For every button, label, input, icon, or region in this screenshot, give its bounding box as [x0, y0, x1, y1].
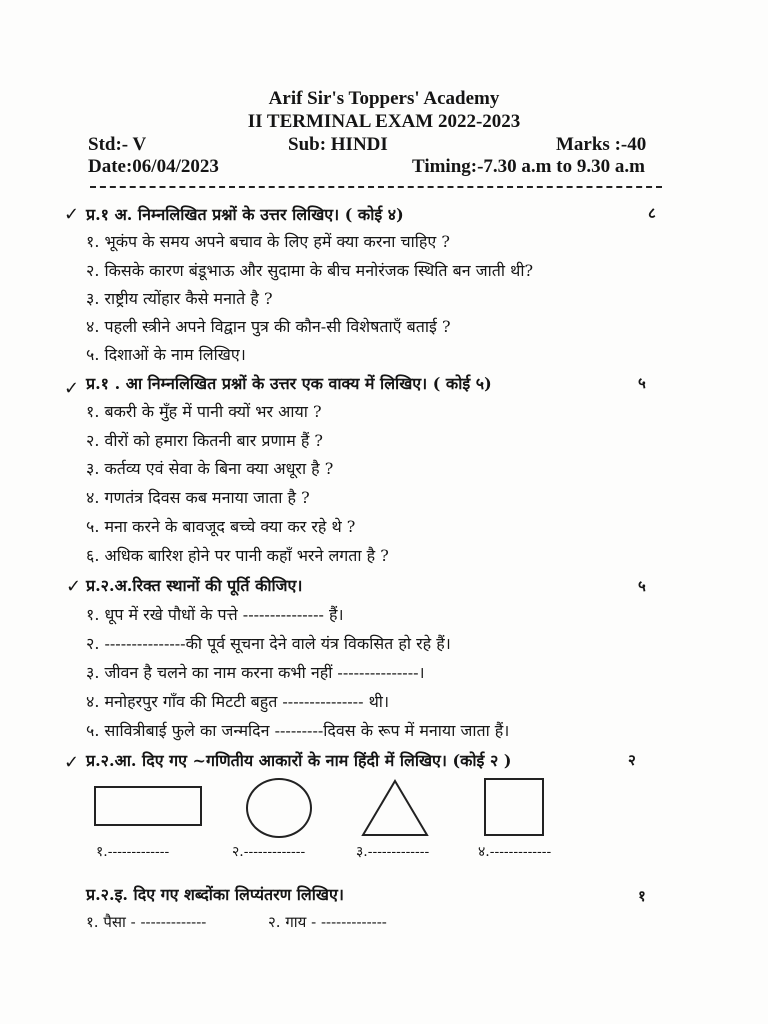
question-1a-marks: ८ — [648, 204, 656, 222]
list-item: ३. राष्ट्रीय त्योंहार कैसे मनाते है ? — [86, 289, 273, 308]
list-item: २. वीरों को हमारा कितनी बार प्रणाम हैं ? — [86, 431, 324, 450]
check-mark-icon: ✓ — [64, 204, 80, 225]
question-2c-title: प्र.२.इ. दिए गए शब्दोंका लिप्यंतरण लिखिए। — [86, 885, 344, 904]
triangle-shape — [360, 778, 430, 838]
list-item: ६. अधिक बारिश होने पर पानी कहाँ भरने लगता है ? — [86, 546, 389, 565]
check-mark-icon: ✓ — [64, 378, 80, 399]
list-item: ५. सावित्रीबाई फुले का जन्मदिन ---------दिवस के रूप में मनाया जाता हैं। — [86, 721, 510, 740]
timing-label: Timing:-7.30 a.m to 9.30 a.m — [412, 156, 645, 177]
circle-shape — [246, 778, 312, 838]
check-mark-icon: ✓ — [64, 752, 80, 773]
question-2b-title: प्र.२.आ. दिए गए ~गणितीय आकारों के नाम हिंदी में लिखिए। (कोई २ ) — [86, 751, 512, 770]
question-2c-marks: १ — [638, 887, 646, 905]
list-item: ३. कर्तव्य एवं सेवा के बिना क्या अधूरा है ? — [86, 459, 334, 478]
list-item: ३. जीवन है चलने का नाम करना कभी नहीं ---------------। — [86, 663, 425, 682]
list-item: २. किसके कारण बंडूभाऊ और सुदामा के बीच मनोरंजक स्थिति बन जाती थी? — [86, 261, 534, 280]
date-label: Date:06/04/2023 — [88, 156, 219, 177]
transliteration-item-2: २. गाय - ------------- — [268, 913, 387, 931]
list-item: १. बकरी के मुँह में पानी क्यों भर आया ? — [86, 402, 322, 421]
question-2a-marks: ५ — [638, 577, 646, 595]
header-divider — [90, 186, 662, 188]
list-item: ४. पहली स्त्रीने अपने विद्वान पुत्र की कौन-सी विशेषताएँ बताई ? — [86, 317, 451, 336]
square-shape — [484, 778, 544, 836]
question-2a-title: प्र.२.अ.रिक्त स्थानों की पूर्ति कीजिए। — [86, 576, 303, 595]
subject-label: Sub: HINDI — [288, 134, 388, 155]
shape-answer-4: ४.------------- — [478, 844, 552, 860]
shape-answer-2: २.------------- — [232, 844, 306, 860]
list-item: ४. मनोहरपुर गाँव की मिटटी बहुत --------------- थी। — [86, 692, 390, 711]
question-2b-marks: २ — [628, 751, 636, 769]
exam-title: II TERMINAL EXAM 2022-2023 — [247, 111, 521, 132]
list-item: ५. दिशाओं के नाम लिखिए। — [86, 345, 246, 364]
list-item: १. धूप में रखे पौधों के पत्ते --------------- हैं। — [86, 605, 344, 624]
check-mark-icon: ✓ — [66, 576, 82, 597]
shape-answer-3: ३.------------- — [356, 844, 430, 860]
list-item: २. ---------------की पूर्व सूचना देने वाले यंत्र विकसित हो रहे हैं। — [86, 634, 451, 653]
list-item: ४. गणतंत्र दिवस कब मनाया जाता है ? — [86, 488, 310, 507]
list-item: ५. मना करने के बावजूद बच्चे क्या कर रहे थे ? — [86, 517, 356, 536]
question-1a-title: प्र.१ अ. निम्नलिखित प्रश्नों के उत्तर लिखिए। ( कोई ४) — [86, 205, 404, 224]
std-label: Std:- V — [88, 134, 147, 155]
list-item: १. भूकंप के समय अपने बचाव के लिए हमें क्या करना चाहिए ? — [86, 232, 450, 251]
shape-answer-1: १.------------- — [96, 844, 170, 860]
rectangle-shape — [94, 786, 202, 826]
transliteration-item-1: १. पैसा - ------------- — [86, 913, 207, 931]
question-1b-title: प्र.१ . आ निम्नलिखित प्रश्नों के उत्तर एक वाक्य में लिखिए। ( कोई ५) — [86, 374, 492, 393]
school-name: Arif Sir's Toppers' Academy — [268, 88, 500, 109]
marks-label: Marks :-40 — [556, 134, 647, 155]
question-1b-marks: ५ — [638, 374, 646, 392]
